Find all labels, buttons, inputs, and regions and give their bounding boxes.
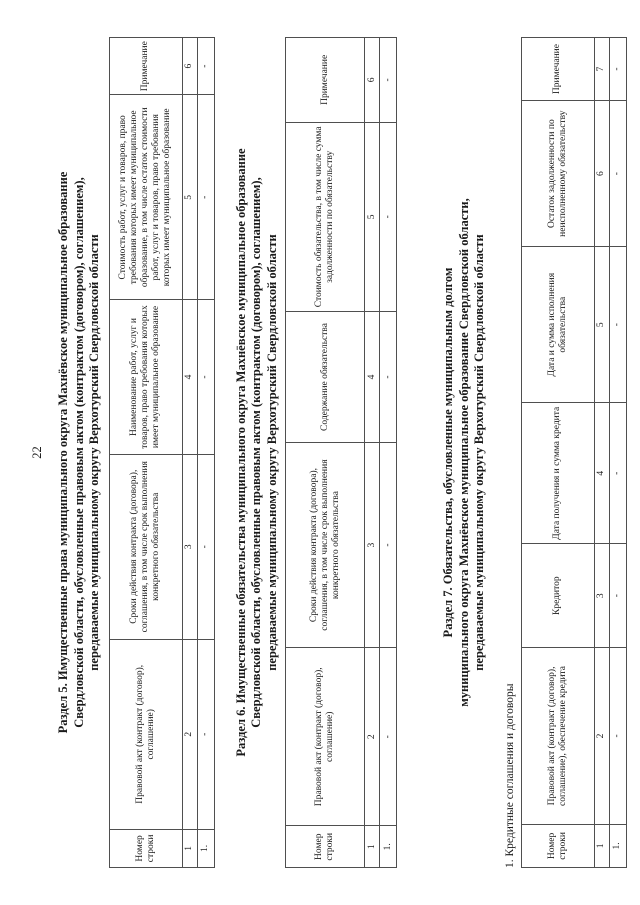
col-number: 5 [365, 122, 380, 311]
col-header: Содержание обязательства [286, 311, 365, 442]
data-cell: - [609, 403, 626, 544]
col-number: 4 [594, 403, 609, 544]
section6-table [285, 37, 397, 868]
data-cell: 1. [380, 826, 397, 868]
col-header: Примечание [286, 38, 365, 123]
column-number-row [365, 38, 380, 868]
col-number: 2 [594, 648, 609, 825]
table-header-row [521, 38, 594, 868]
col-header: Стоимость работ, услуг и товаров, право требования которых имеет муниципальное образование, в том числе остаток стоимости работ, услуг и товаров, право требования которых имеет муниципальное образование [109, 95, 182, 300]
col-header: Правовой акт (контракт (договор), соглашение) [286, 648, 365, 826]
table-header-row [109, 38, 182, 868]
section7-title [441, 37, 488, 868]
col-header: Номер строки [286, 826, 365, 868]
col-number: 1 [594, 824, 609, 867]
table-header-row [286, 38, 365, 868]
col-header: Примечание [109, 38, 182, 95]
table-row [380, 38, 397, 868]
col-number: 2 [365, 648, 380, 826]
col-number: 3 [365, 443, 380, 648]
col-number: 3 [182, 454, 197, 639]
data-cell: - [380, 122, 397, 311]
col-header: Остаток задолженности по неисполненному обязательству [521, 101, 594, 247]
section-title-line: Свердловской области, обусловленные правовым актом (контрактом (договором), соглашением), [249, 177, 263, 728]
data-cell: - [197, 639, 214, 829]
data-cell: - [609, 247, 626, 403]
col-header: Сроки действия контракта (договора), соглашения, в том числе срок выполнения конкретного обязательства [286, 443, 365, 648]
section-title-line: передаваемые муниципальному округу Верхотурский Свердловской области [472, 234, 486, 671]
data-cell: - [380, 443, 397, 648]
table-row [609, 38, 626, 868]
col-number: 5 [182, 95, 197, 300]
data-cell: - [197, 95, 214, 300]
section5-title [56, 37, 103, 868]
section6-title [234, 37, 281, 868]
section-title-line: Раздел 7. Обязательства, обусловленные муниципальным долгом [441, 267, 455, 638]
section7-table [521, 37, 627, 868]
col-number: 4 [182, 300, 197, 454]
data-cell: - [197, 38, 214, 95]
data-cell: - [609, 38, 626, 101]
column-number-row [594, 38, 609, 868]
col-number: 3 [594, 544, 609, 648]
page-content [30, 0, 627, 905]
section-title-line: муниципального округа Махнёвское муниципальное образование Свердловской области, [456, 198, 471, 707]
col-number: 1 [365, 826, 380, 868]
data-cell: - [609, 648, 626, 825]
col-header: Дата и сумма исполнения обязательства [521, 247, 594, 403]
data-cell: - [380, 648, 397, 826]
page-number: 22 [30, 446, 44, 459]
section-title-line: передаваемые муниципальному округу Верхотурский Свердловской области [264, 234, 279, 671]
col-header: Сроки действия контракта (договора), соглашения, в том числе срок выполнения конкретного обязательства [109, 454, 182, 639]
col-header: Примечание [521, 38, 594, 101]
col-number: 5 [594, 247, 609, 403]
section7-subtitle: 1. Кредитные соглашения и договоры [503, 683, 516, 868]
col-number: 6 [182, 38, 197, 95]
data-cell: 1. [197, 829, 214, 867]
col-header: Наименование работ, услуг и товаров, право требования которых имеет муниципальное образование [109, 300, 182, 454]
section-title-line: передаваемые муниципальному округу Верхотурский Свердловской области [87, 234, 101, 671]
data-cell: - [609, 101, 626, 247]
col-number: 2 [182, 639, 197, 829]
section5-table [109, 37, 215, 868]
col-header: Правовой акт (контракт (договор), соглашение), обеспечение кредита [521, 648, 594, 825]
data-cell: - [197, 300, 214, 454]
section-title-line: Раздел 5. Имущественные права муниципального округа Махнёвское муниципальное образование [56, 171, 70, 734]
col-header: Номер строки [109, 829, 182, 867]
section-title-line: Раздел 6. Имущественные обязательства муниципального округа Махнёвское муниципальное образование [233, 148, 248, 757]
col-header: Дата получения и сумма кредита [521, 403, 594, 544]
data-cell: - [380, 38, 397, 123]
data-cell: - [609, 544, 626, 648]
col-number: 1 [182, 829, 197, 867]
data-cell: - [197, 454, 214, 639]
col-number: 6 [594, 101, 609, 247]
table-row [197, 38, 214, 868]
col-header: Кредитор [521, 544, 594, 648]
section-title-line: Свердловской области, обусловленные правовым актом (контрактом (договором), соглашением), [71, 177, 86, 728]
data-cell: - [380, 311, 397, 442]
col-number: 6 [365, 38, 380, 123]
col-header: Стоимость обязательства, в том числе сумма задолженности по обязательству [286, 122, 365, 311]
column-number-row [182, 38, 197, 868]
col-header: Правовой акт (контракт (договор), соглашение) [109, 639, 182, 829]
col-number: 4 [365, 311, 380, 442]
col-number: 7 [594, 38, 609, 101]
col-header: Номер строки [521, 824, 594, 867]
data-cell: 1. [609, 824, 626, 867]
